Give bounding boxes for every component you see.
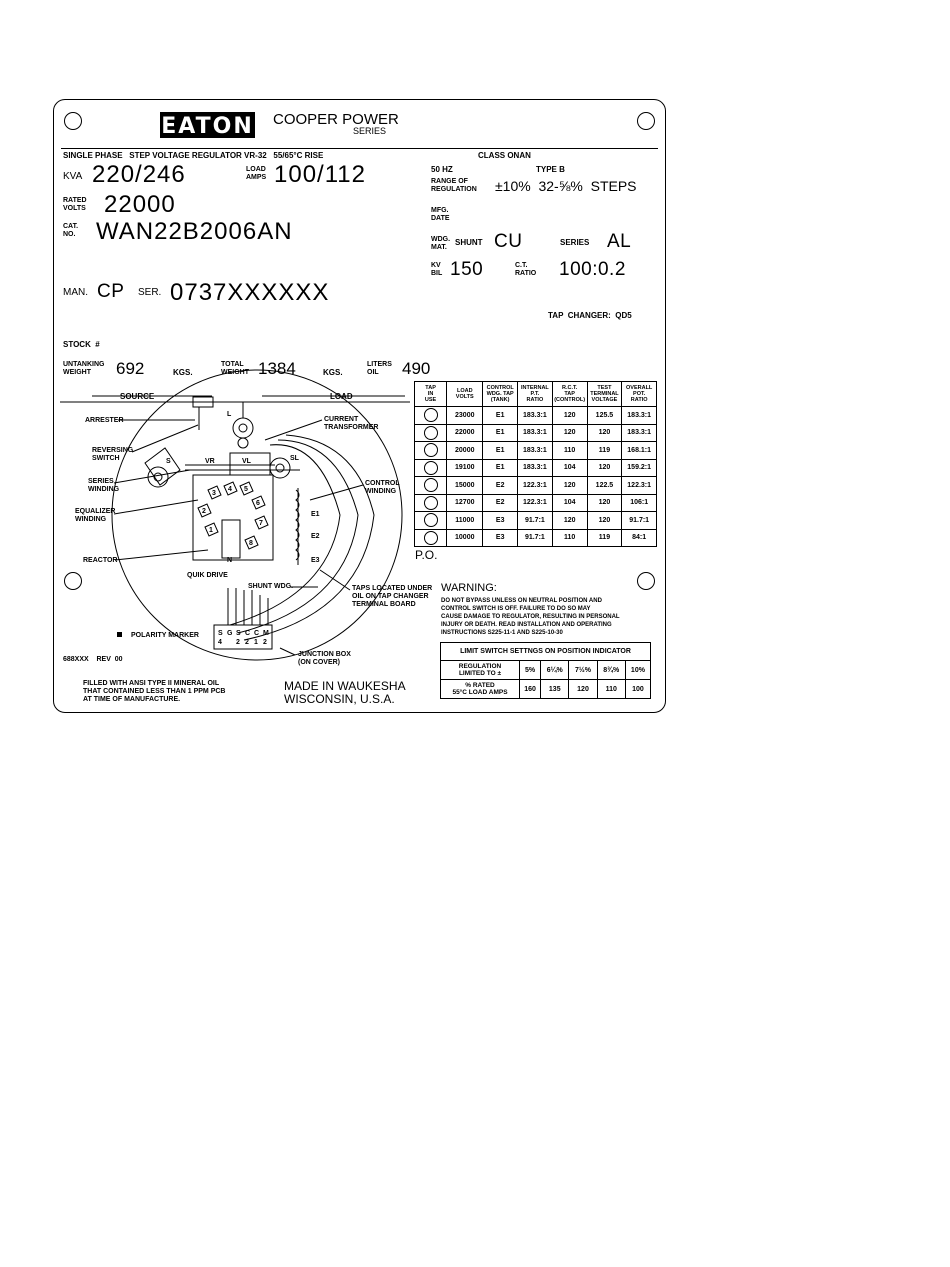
made-in: MADE IN WAUKESHA WISCONSIN, U.S.A. [284,679,406,706]
junction-box-label: JUNCTION BOX (ON COVER) [298,651,351,666]
junction-terminal-sub: 4 [218,639,222,646]
control-winding-label: CONTROL WINDING [365,480,400,495]
contact-3: 3 [212,490,216,497]
tap-selector-circle [424,443,438,457]
terminal-l-label: L [227,411,232,418]
load-amps-value: 100/112 [274,161,366,188]
current-transformer-label: CURRENT TRANSFORMER [324,416,379,431]
series-winding-label: SERIES WINDING [88,478,120,493]
kgs-label-1: KGS. [173,368,193,377]
junction-terminal-sub: 2 [245,639,249,646]
cat-value: WAN22B2006AN [96,218,293,245]
ct-ratio-value: 100:0.2 [559,259,626,280]
terminal-sl-label: SL [290,455,299,462]
header-internal-pt: INTERNAL P.T. RATIO [518,382,553,407]
liters-oil-label: LITERS OIL [367,361,392,376]
eaton-logo: EATON [161,114,254,139]
bil-label: KV BIL [431,262,443,277]
terminal-s-label: S [166,458,171,465]
reactor-label: REACTOR [83,557,118,564]
limit-table-title: LIMIT SWITCH SETTNGS ON POSITION INDICATOR [441,643,651,661]
vl-label: VL [242,458,251,465]
rating-line: SINGLE PHASE STEP VOLTAGE REGULATOR VR-32 55/65°C RISE [63,151,324,160]
table-row: 10000 E3 91.7:1 110 119 84:1 [415,529,657,547]
tap-table-header [415,382,657,407]
table-row: 12700 E2 122.3:1 104 120 106:1 [415,494,657,512]
ser-label: SER. [138,287,162,298]
junction-terminal: C [254,630,260,637]
table-row: 22000 E1 183.3:1 120 120 183.3:1 [415,424,657,442]
table-row: REGULATION LIMITED TO ± 5% 6¼% 7½% 8¾% 10% [441,661,651,680]
table-row: % RATED 55°C LOAD AMPS 160 135 120 110 100 [441,680,651,699]
man-label: MAN. [63,287,88,298]
ct-ratio-label: C.T. RATIO [515,262,537,277]
brand-name: COOPER POWER [273,111,399,128]
kva-value: 220/246 [92,161,186,188]
tap-changer-label: TAP CHANGER: QD5 [548,311,632,320]
source-label: SOURCE [120,392,155,401]
taps-located-label: TAPS LOCATED UNDER OIL ON TAP CHANGER TERMINAL BOARD [352,585,433,608]
rated-volts-label: RATED VOLTS [63,197,87,212]
neutral-label: N [227,557,233,564]
contact-1: 1 [209,527,213,534]
table-row: 20000 E1 183.3:1 110 119 168.1:1 [415,442,657,460]
cat-label: CAT. NO. [63,223,79,238]
shunt-value: CU [494,231,523,252]
stock-label: STOCK # [63,340,100,349]
tap-table [414,381,657,547]
bil-value: 150 [450,259,484,280]
reversing-switch-label: REVERSING SWITCH [92,447,134,462]
oil-note: FILLED WITH ANSI TYPE II MINERAL OIL THAT CONTAINED LESS THAN 1 PPM PCB AT TIME OF MANUFACTURE. [83,680,226,703]
contact-7: 7 [259,520,263,527]
table-row: 15000 E2 122.3:1 120 122.5 122.3:1 [415,477,657,495]
type-label: TYPE B [536,165,565,174]
tap-selector-circle [424,531,438,545]
junction-terminal-sub: 1 [254,639,258,646]
quik-drive-label: QUIK DRIVE [187,572,228,579]
e2-label: E2 [311,533,320,540]
header-test-voltage: TEST TERMINAL VOLTAGE [587,382,622,407]
tap-selector-circle [424,461,438,475]
contact-2: 2 [202,508,206,515]
series-value: AL [607,231,632,252]
tap-selector-circle [424,426,438,440]
e1-label: E1 [311,511,320,518]
vr-label: VR [205,458,215,465]
contact-5: 5 [244,486,248,493]
header-load-volts: LOAD VOLTS [447,382,483,407]
kva-label: KVA [63,171,83,182]
load-amps-label: LOAD AMPS [246,166,267,181]
brand-series: SERIES [353,126,387,136]
shunt-label: SHUNT [455,238,483,247]
po-label: P.O. [415,548,438,562]
range-value: ±10% 32-⅝% STEPS [495,178,637,194]
polarity-marker-label: POLARITY MARKER [131,632,199,639]
warning-text: DO NOT BYPASS UNLESS ON NEUTRAL POSITION AND CONTROL SWITCH IS OFF. FAILURE TO DO SO MAY CAUSE DAMAGE TO REGULATOR, RESULTING IN PERSONAL INJURY OR DEATH. READ INSTALLATION AND OPERATING INSTRUCTIONS S225-11-1 AND S225-10-30 [441,598,620,636]
total-weight-label: TOTAL WEIGHT [221,361,249,376]
header-tap-in-use: TAP IN USE [415,382,447,407]
header-control-wdg: CONTROL WDG. TAP (TANK) [483,382,518,407]
mfg-date-label: MFG. DATE [431,207,450,222]
junction-terminal: C [245,630,251,637]
series-label: SERIES [560,238,590,247]
e3-label: E3 [311,557,320,564]
wdg-mat-label: WDG. MAT. [431,236,451,251]
header-overall-ratio: OVERALL POT. RATIO [622,382,657,407]
kgs-label-2: KGS. [323,368,343,377]
header-rct-tap: R.C.T. TAP (CONTROL) [552,382,587,407]
contact-4: 4 [228,486,232,493]
junction-terminal: S [218,630,223,637]
equalizer-winding-label: EQUALIZER WINDING [75,508,116,523]
junction-terminal: M [263,630,269,637]
limit-switch-table [440,642,651,699]
tap-selector-circle [424,496,438,510]
tap-selector-circle [424,513,438,527]
table-row: 23000 E1 183.3:1 120 125.5 183.3:1 [415,407,657,425]
shunt-wdg-label: SHUNT WDG. [248,583,294,590]
ser-value: 0737XXXXXX [170,279,330,306]
total-weight-value: 1384 [258,359,296,378]
load-label: LOAD [330,392,353,401]
rated-volts-value: 22000 [104,191,176,218]
man-value: CP [97,281,125,302]
class-label: CLASS ONAN [478,151,531,160]
junction-terminal: S [236,630,241,637]
tap-selector-circle [424,478,438,492]
untanking-weight-label: UNTANKING WEIGHT [63,361,105,376]
junction-terminal-sub: 2 [236,639,240,646]
table-row: 11000 E3 91.7:1 120 120 91.7:1 [415,512,657,530]
junction-terminal: G [227,630,233,637]
liters-oil-value: 490 [402,359,431,378]
junction-terminal-sub: 2 [263,639,267,646]
table-row: 19100 E1 183.3:1 104 120 159.2:1 [415,459,657,477]
tap-selector-circle [424,408,438,422]
warning-title: WARNING: [441,582,497,594]
part-number: 688XXX REV 00 [63,656,123,663]
arrester-label: ARRESTER [85,417,124,424]
hz-label: 50 HZ [431,165,453,174]
contact-6: 6 [256,500,260,507]
range-label: RANGE OF REGULATION [431,178,477,193]
untanking-weight-value: 692 [116,359,145,378]
contact-8: 8 [249,540,253,547]
